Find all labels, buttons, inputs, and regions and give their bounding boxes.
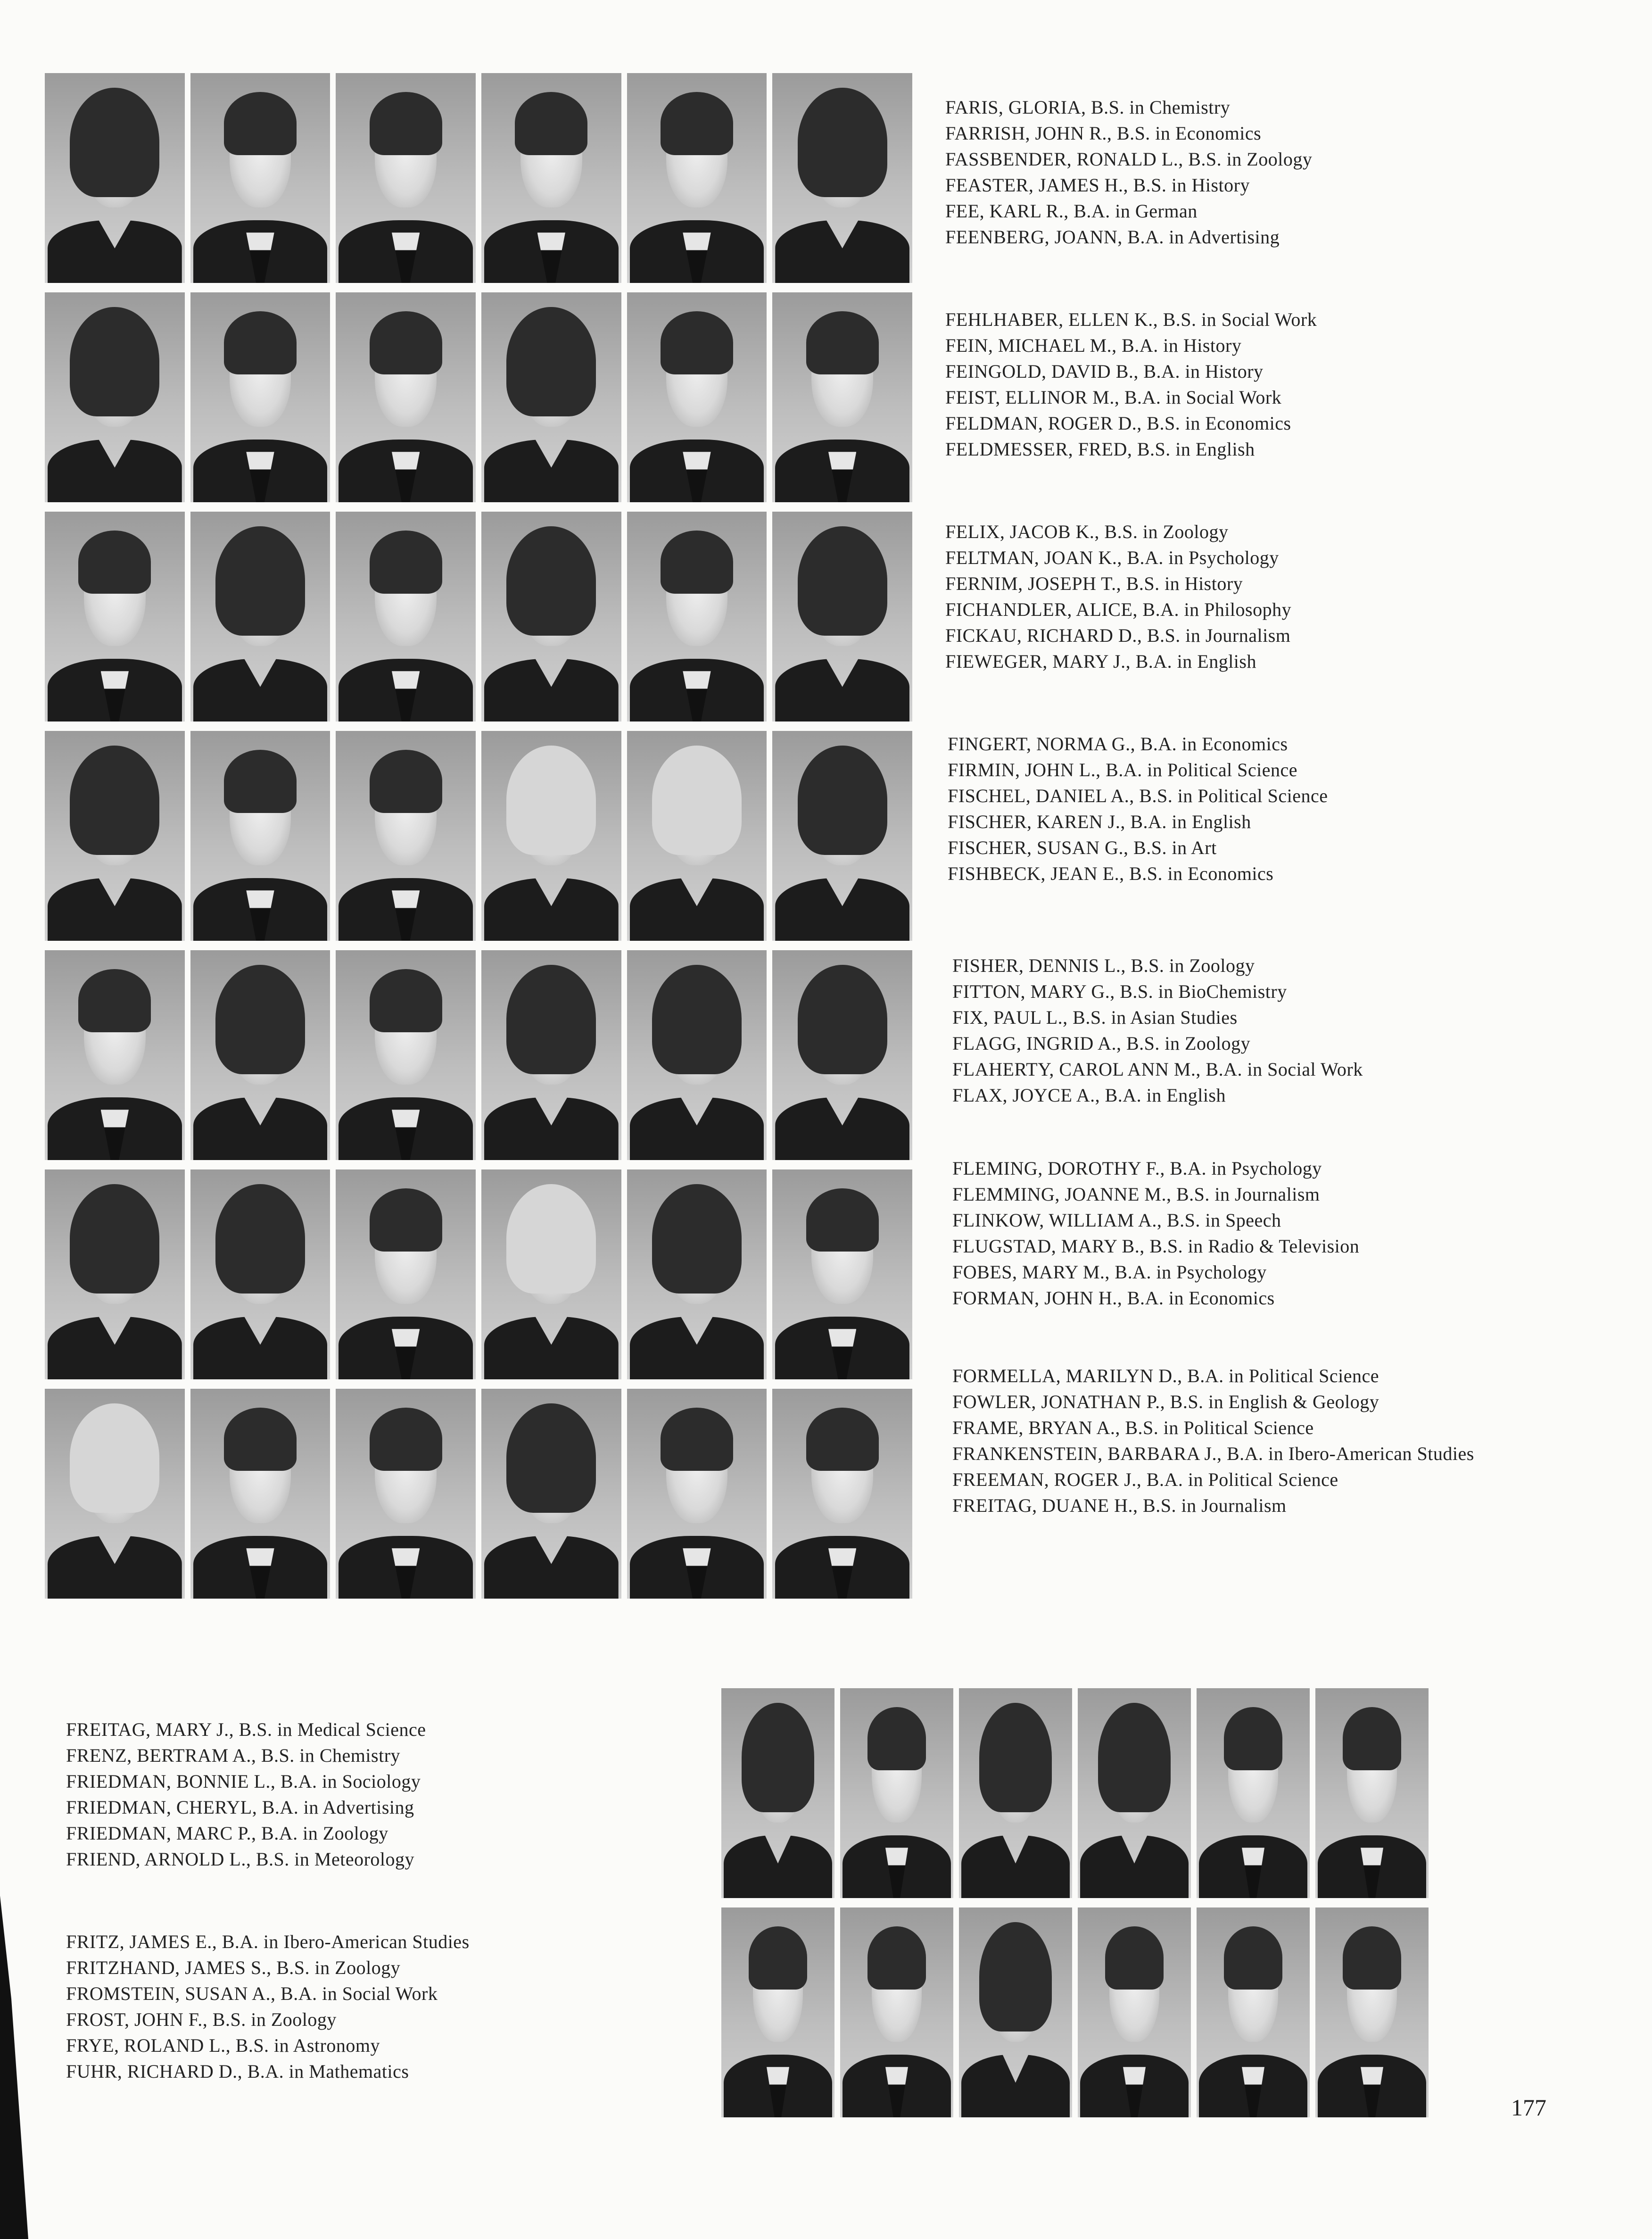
portrait-photo [45,292,185,502]
student-entry: FUHR, RICHARD D., B.A. in Mathematics [66,2061,409,2082]
upper-photo-grid [45,73,912,1599]
student-entry: FOWLER, JONATHAN P., B.S. in English & Geology [952,1391,1379,1412]
portrait-photo [336,292,476,502]
portrait-photo [190,292,330,502]
portrait-photo [772,950,912,1160]
portrait-photo [336,731,476,941]
student-entry: FIX, PAUL L., B.S. in Asian Studies [952,1007,1238,1028]
portrait-photo [772,512,912,721]
student-entry: FREITAG, MARY J., B.S. in Medical Science [66,1719,426,1740]
student-entry: FEIST, ELLINOR M., B.A. in Social Work [945,387,1282,408]
portrait-photo [190,512,330,721]
portrait-photo [336,950,476,1160]
portrait-photo [336,1389,476,1599]
portrait-photo [1315,1688,1429,1898]
student-entry: FARIS, GLORIA, B.S. in Chemistry [945,97,1231,118]
student-entry: FOBES, MARY M., B.A. in Psychology [952,1261,1267,1283]
portrait-photo [336,73,476,283]
caption-group [952,1363,1474,1518]
portrait-photo [190,1389,330,1599]
caption-group [945,307,1317,462]
portrait-photo [45,73,185,283]
portrait-photo [45,731,185,941]
student-entry: FRIEDMAN, CHERYL, B.A. in Advertising [66,1797,414,1818]
portrait-photo [1315,1907,1429,2117]
student-entry: FLAX, JOYCE A., B.A. in English [952,1085,1226,1106]
portrait-photo [1078,1907,1191,2117]
portrait-photo [772,1169,912,1379]
student-entry: FRIEDMAN, BONNIE L., B.A. in Sociology [66,1771,421,1792]
student-entry: FREITAG, DUANE H., B.S. in Journalism [952,1495,1287,1516]
portrait-photo [45,950,185,1160]
student-entry: FELDMESSER, FRED, B.S. in English [945,439,1255,460]
portrait-photo [772,731,912,941]
student-entry: FRIEDMAN, MARC P., B.A. in Zoology [66,1823,388,1844]
student-entry: FEINGOLD, DAVID B., B.A. in History [945,361,1264,382]
student-entry: FISCHEL, DANIEL A., B.S. in Political Science [948,785,1328,806]
student-entry: FLUGSTAD, MARY B., B.S. in Radio & Television [952,1236,1360,1257]
portrait-photo [627,73,767,283]
caption-group [66,1717,426,1872]
portrait-photo [1197,1688,1310,1898]
portrait-photo [627,950,767,1160]
student-entry: FLINKOW, WILLIAM A., B.S. in Speech [952,1210,1281,1231]
student-entry: FELIX, JACOB K., B.S. in Zoology [945,521,1229,542]
student-entry: FELDMAN, ROGER D., B.S. in Economics [945,413,1291,434]
student-entry: FEENBERG, JOANN, B.A. in Advertising [945,226,1280,248]
portrait-photo [959,1907,1072,2117]
student-entry: FICKAU, RICHARD D., B.S. in Journalism [945,625,1291,646]
student-entry: FRENZ, BERTRAM A., B.S. in Chemistry [66,1745,401,1766]
student-entry: FASSBENDER, RONALD L., B.S. in Zoology [945,149,1313,170]
student-entry: FICHANDLER, ALICE, B.A. in Philosophy [945,599,1292,620]
portrait-photo [627,1169,767,1379]
student-entry: FLEMMING, JOANNE M., B.S. in Journalism [952,1184,1320,1205]
student-entry: FORMAN, JOHN H., B.A. in Economics [952,1287,1275,1309]
student-entry: FISHBECK, JEAN E., B.S. in Economics [948,863,1274,884]
portrait-photo [336,512,476,721]
student-entry: FRANKENSTEIN, BARBARA J., B.A. in Ibero-American Studies [952,1443,1474,1464]
portrait-photo [481,512,621,721]
portrait-photo [840,1688,953,1898]
portrait-photo [1078,1688,1191,1898]
portrait-photo [840,1907,953,2117]
student-entry: FARRISH, JOHN R., B.S. in Economics [945,123,1262,144]
portrait-photo [772,292,912,502]
student-entry: FORMELLA, MARILYN D., B.A. in Political Science [952,1365,1379,1386]
caption-group [948,731,1328,887]
caption-group [952,1155,1359,1311]
student-entry: FRITZ, JAMES E., B.A. in Ibero-American Studies [66,1931,470,1952]
student-entry: FITTON, MARY G., B.S. in BioChemistry [952,981,1287,1002]
portrait-photo [45,512,185,721]
student-entry: FRITZHAND, JAMES S., B.S. in Zoology [66,1957,401,1978]
page-number: 177 [1511,2094,1546,2121]
caption-group [945,519,1291,674]
portrait-photo [190,950,330,1160]
student-entry: FERNIM, JOSEPH T., B.S. in History [945,573,1243,594]
portrait-photo [481,1389,621,1599]
portrait-photo [721,1688,834,1898]
portrait-photo [481,73,621,283]
student-entry: FIRMIN, JOHN L., B.A. in Political Science [948,759,1298,780]
portrait-photo [721,1907,834,2117]
student-entry: FEASTER, JAMES H., B.S. in History [945,174,1250,196]
student-entry: FISCHER, KAREN J., B.A. in English [948,811,1251,832]
caption-group [952,953,1363,1108]
student-entry: FEIN, MICHAEL M., B.A. in History [945,335,1242,356]
student-entry: FISCHER, SUSAN G., B.S. in Art [948,837,1217,858]
caption-group [66,1929,470,2084]
portrait-photo [959,1688,1072,1898]
student-entry: FRYE, ROLAND L., B.S. in Astronomy [66,2035,380,2056]
student-entry: FEHLHABER, ELLEN K., B.S. in Social Work [945,309,1317,330]
portrait-photo [627,1389,767,1599]
portrait-photo [481,950,621,1160]
student-entry: FROMSTEIN, SUSAN A., B.A. in Social Work [66,1983,438,2004]
student-entry: FREEMAN, ROGER J., B.A. in Political Science [952,1469,1338,1490]
portrait-photo [627,512,767,721]
portrait-photo [481,731,621,941]
portrait-photo [190,731,330,941]
portrait-photo [1197,1907,1310,2117]
portrait-photo [627,292,767,502]
student-entry: FLEMING, DOROTHY F., B.A. in Psychology [952,1158,1322,1179]
portrait-photo [45,1389,185,1599]
portrait-photo [190,73,330,283]
student-entry: FEE, KARL R., B.A. in German [945,200,1198,222]
portrait-photo [190,1169,330,1379]
student-entry: FRIEND, ARNOLD L., B.S. in Meteorology [66,1849,414,1870]
student-entry: FROST, JOHN F., B.S. in Zoology [66,2009,337,2030]
student-entry: FLAGG, INGRID A., B.S. in Zoology [952,1033,1251,1054]
portrait-photo [336,1169,476,1379]
portrait-photo [45,1169,185,1379]
portrait-photo [772,73,912,283]
page-edge-shadow [0,1896,28,2239]
lower-photo-grid [721,1688,1429,2117]
student-entry: FELTMAN, JOAN K., B.A. in Psychology [945,547,1279,568]
portrait-photo [772,1389,912,1599]
student-entry: FLAHERTY, CAROL ANN M., B.A. in Social Work [952,1059,1363,1080]
portrait-photo [481,1169,621,1379]
student-entry: FINGERT, NORMA G., B.A. in Economics [948,733,1288,755]
portrait-photo [627,731,767,941]
student-entry: FRAME, BRYAN A., B.S. in Political Science [952,1417,1314,1438]
student-entry: FISHER, DENNIS L., B.S. in Zoology [952,955,1255,976]
portrait-photo [481,292,621,502]
student-entry: FIEWEGER, MARY J., B.A. in English [945,651,1256,672]
caption-group [945,94,1312,250]
